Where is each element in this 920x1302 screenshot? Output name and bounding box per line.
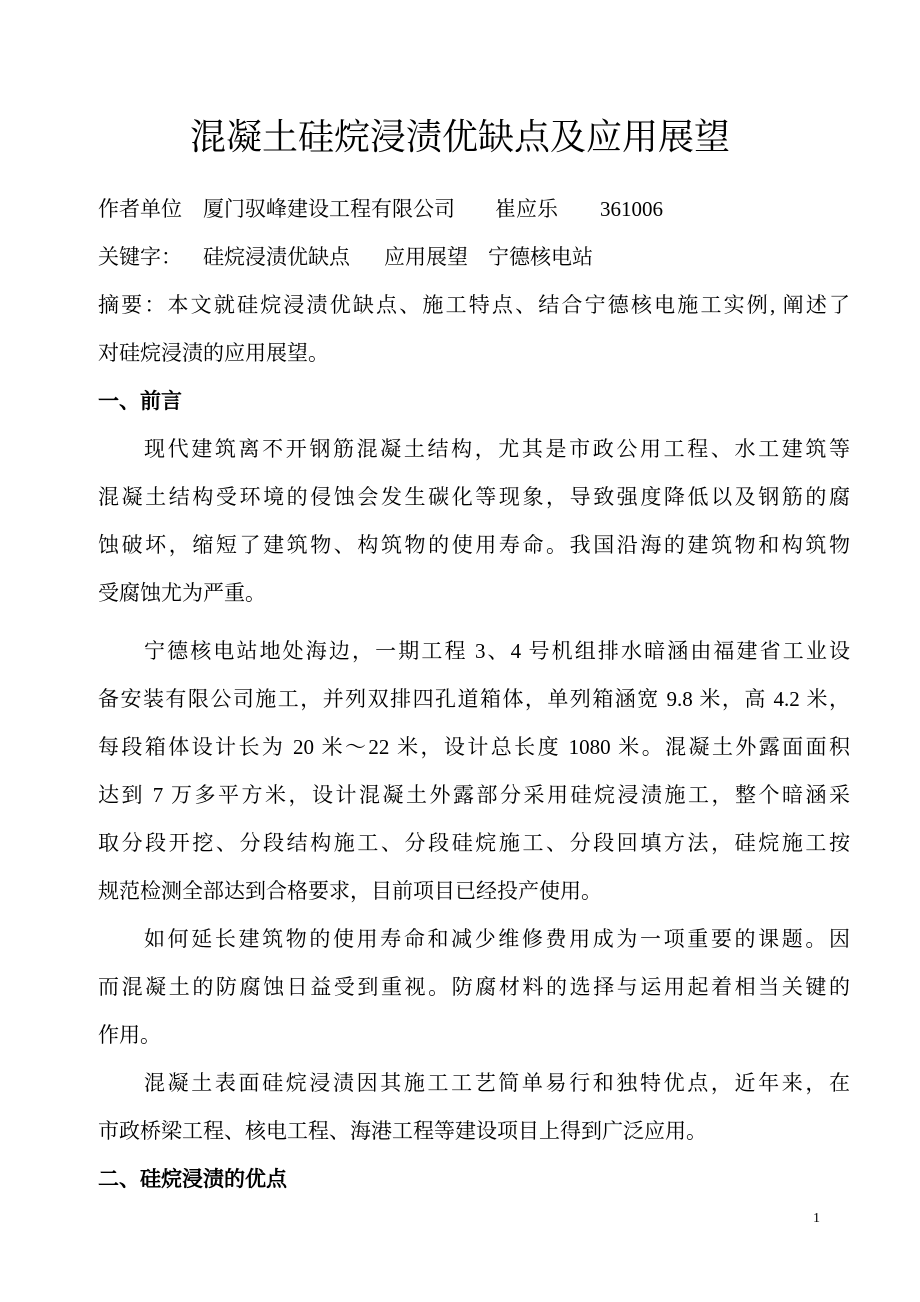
paragraph-line: 混凝土表面硅烷浸渍因其施工工艺简单易行和独特优点，近年来，在 bbox=[144, 1071, 850, 1095]
paragraph-line: 取分段开挖、分段结构施工、分段硅烷施工、分段回填方法，硅烷施工按 bbox=[98, 831, 850, 855]
keywords-line bbox=[98, 242, 850, 272]
paragraph-line: 宁德核电站地处海边，一期工程 3、4 号机组排水暗涵由福建省工业设 bbox=[144, 639, 850, 663]
paragraph-line: 规范检测全部达到合格要求，目前项目已经投产使用。 bbox=[98, 879, 602, 903]
paragraph-line: 每段箱体设计长为 20 米～22 米，设计总长度 1080 米。混凝土外露面面积 bbox=[98, 735, 850, 759]
author-postcode: 361006 bbox=[600, 197, 663, 221]
author-organization: 厦门驭峰建设工程有限公司 bbox=[203, 197, 455, 221]
paragraph-line: 混凝土结构受环境的侵蚀会发生碳化等现象，导致强度降低以及钢筋的腐 bbox=[98, 485, 850, 509]
keyword-item: 应用展望 bbox=[384, 245, 468, 269]
abstract-line: 摘要：本文就硅烷浸渍优缺点、施工特点、结合宁德核电施工实例, 阐述了 bbox=[98, 293, 850, 317]
keyword-item: 硅烷浸渍优缺点 bbox=[203, 245, 350, 269]
paragraph-line: 如何延长建筑物的使用寿命和减少维修费用成为一项重要的课题。因 bbox=[144, 927, 850, 951]
paragraph-line: 现代建筑离不开钢筋混凝土结构，尤其是市政公用工程、水工建筑等 bbox=[144, 437, 850, 461]
paragraph-line: 市政桥梁工程、核电工程、海港工程等建设项目上得到广泛应用。 bbox=[98, 1119, 707, 1143]
paragraph-line: 受腐蚀尤为严重。 bbox=[98, 581, 266, 605]
section-heading: 二、硅烷浸渍的优点 bbox=[98, 1167, 287, 1191]
author-line bbox=[98, 194, 850, 224]
keywords-label: 关键字： bbox=[98, 245, 182, 269]
page-number: 1 bbox=[813, 1211, 820, 1226]
abstract-line: 对硅烷浸渍的应用展望。 bbox=[98, 341, 329, 365]
paragraph-line: 而混凝土的防腐蚀日益受到重视。防腐材料的选择与运用起着相当关键的 bbox=[98, 975, 850, 999]
keyword-item: 宁德核电站 bbox=[488, 245, 593, 269]
paragraph-line: 蚀破坏，缩短了建筑物、构筑物的使用寿命。我国沿海的建筑物和构筑物 bbox=[98, 533, 850, 557]
document-title: 混凝土硅烷浸渍优缺点及应用展望 bbox=[189, 117, 730, 157]
section-heading: 一、前言 bbox=[98, 389, 182, 413]
paragraph-line: 备安装有限公司施工，并列双排四孔道箱体，单列箱涵宽 9.8 米，高 4.2 米， bbox=[98, 687, 850, 711]
author-name: 崔应乐 bbox=[495, 197, 558, 221]
paragraph-line: 作用。 bbox=[98, 1023, 161, 1047]
author-unit-label: 作者单位 bbox=[98, 197, 182, 221]
paragraph-line: 达到 7 万多平方米，设计混凝土外露部分采用硅烷浸渍施工，整个暗涵采 bbox=[98, 783, 850, 807]
